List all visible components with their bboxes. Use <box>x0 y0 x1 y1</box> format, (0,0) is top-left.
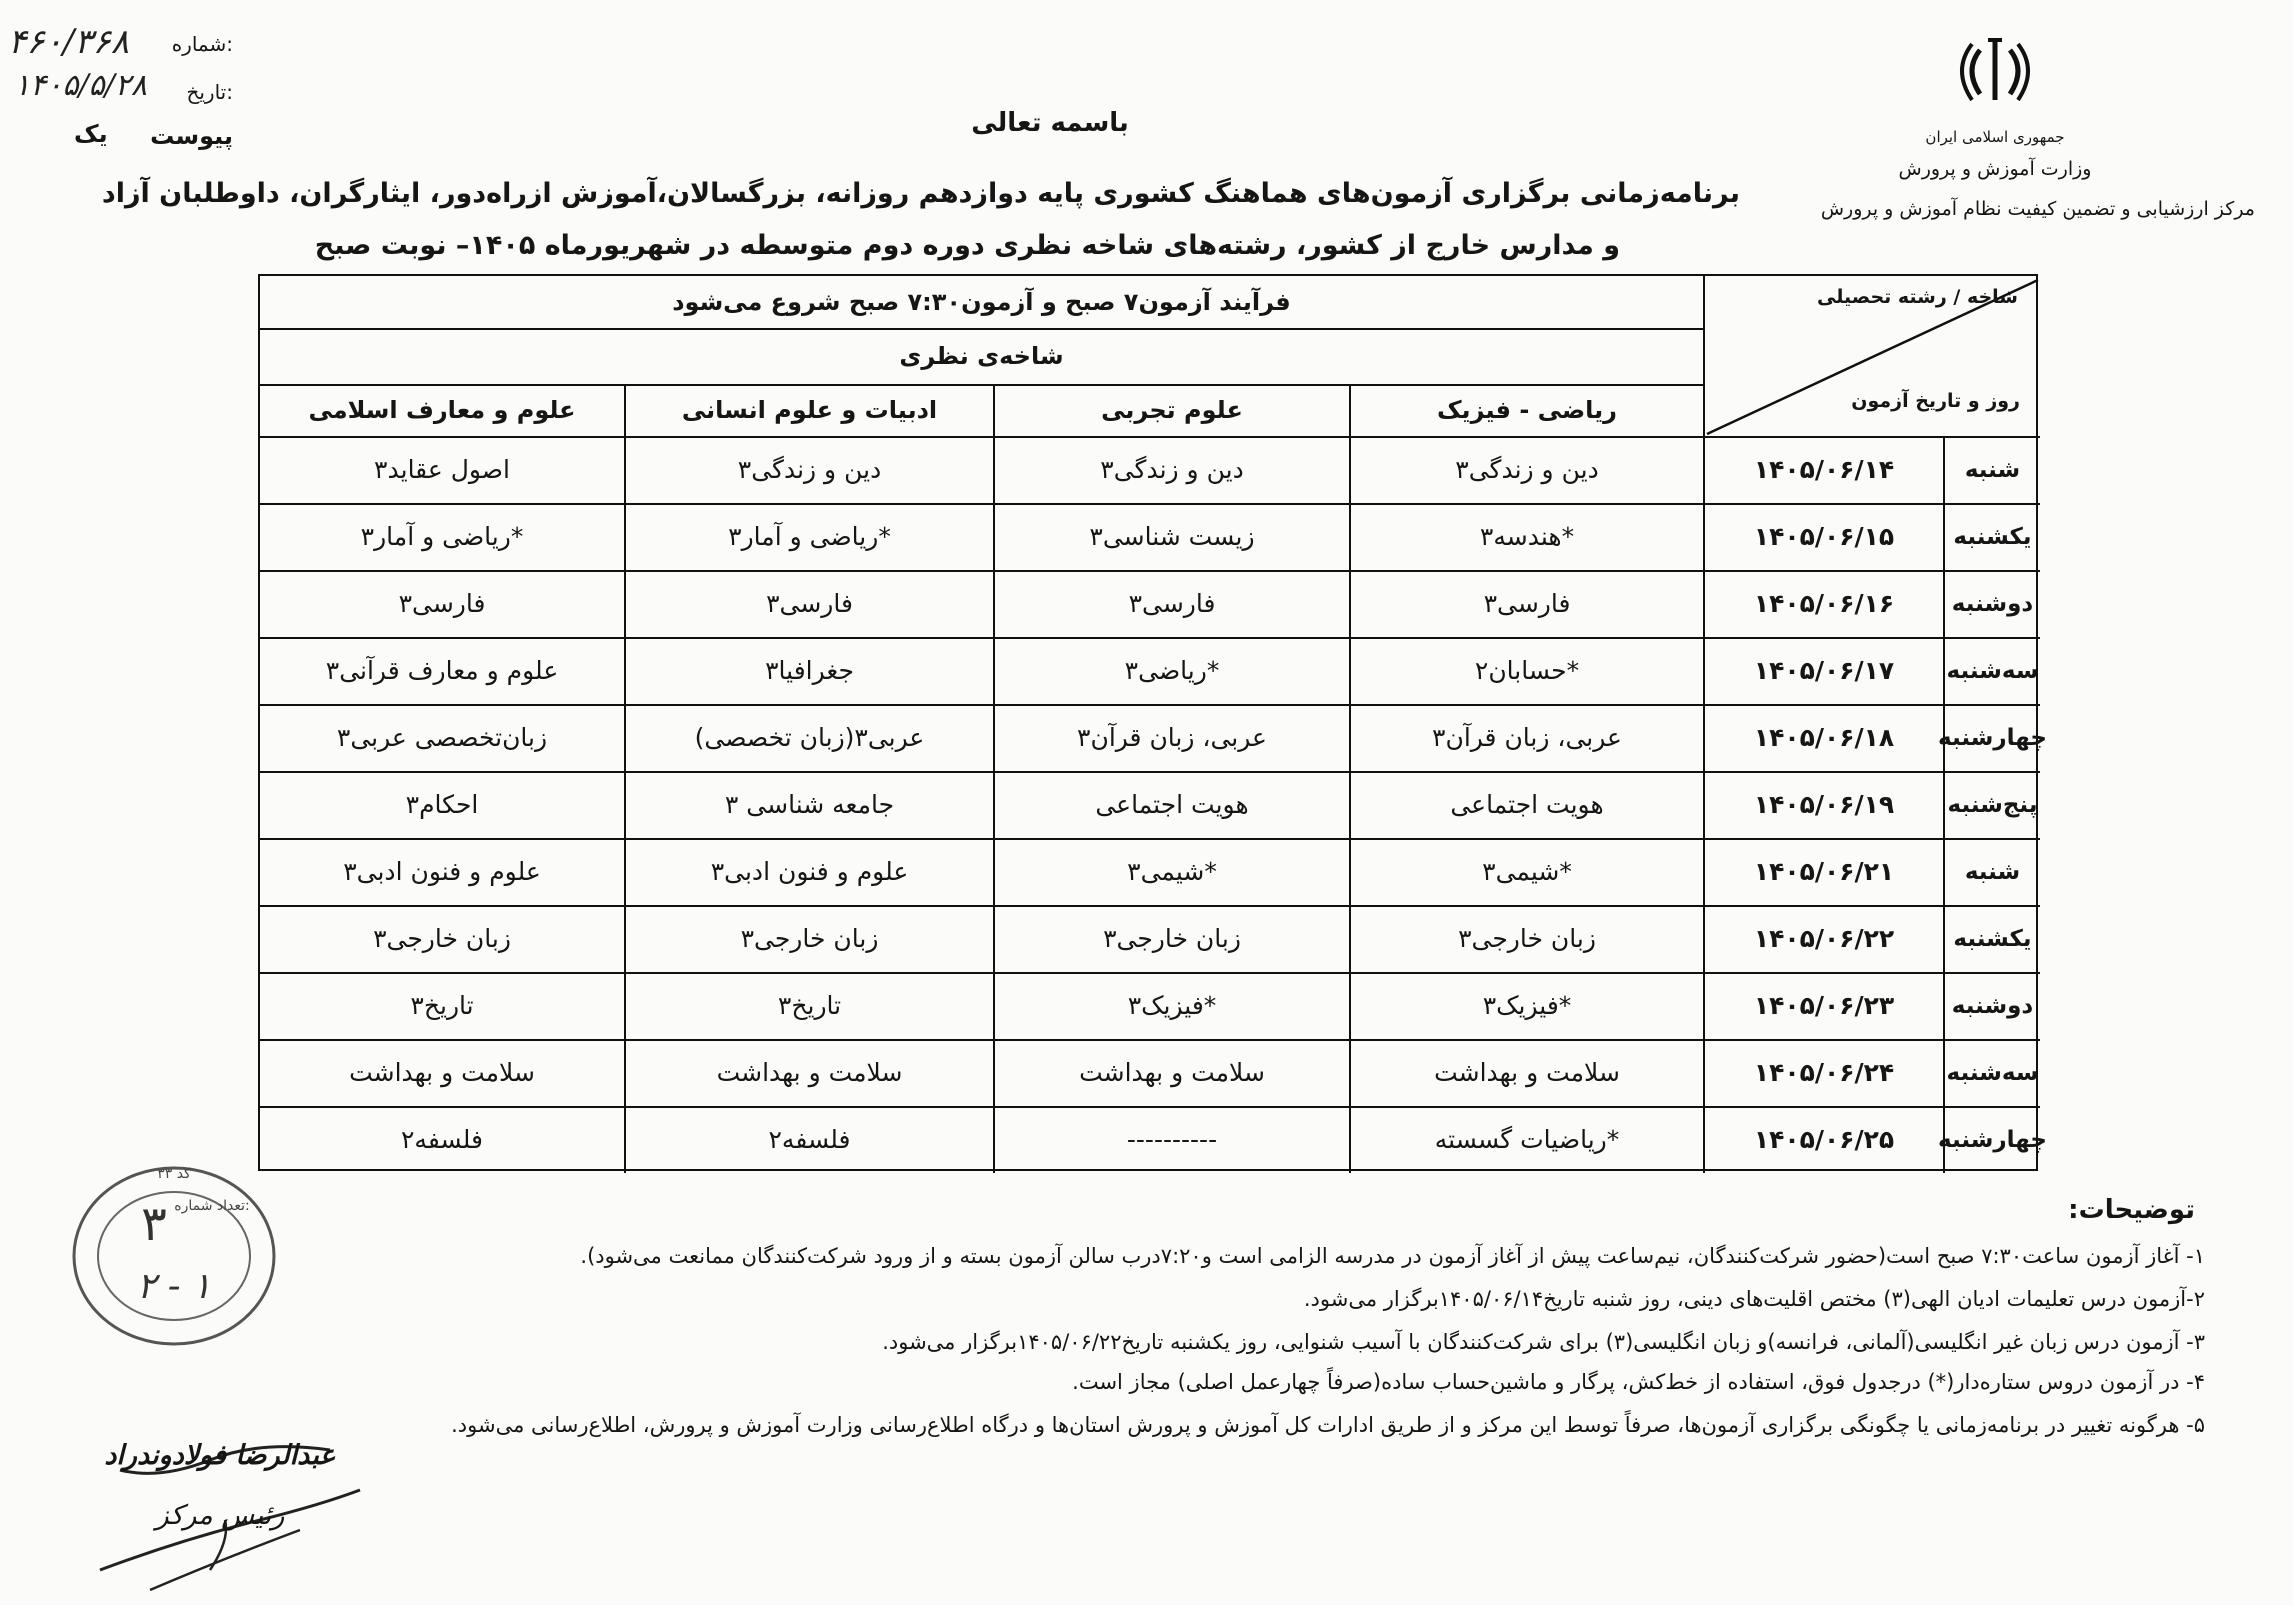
cell-experimental-sciences: هویت اجتماعی <box>1095 790 1249 819</box>
cell-humanities: سلامت و بهداشت <box>716 1058 903 1087</box>
branch-header: شاخه‌ی نظری <box>899 342 1064 370</box>
signer-title: رئیس مرکز <box>155 1500 285 1531</box>
cell-math-physics: سلامت و بهداشت <box>1434 1058 1620 1087</box>
cell-experimental-sciences: فیزیک۳* <box>1127 991 1217 1020</box>
row-day: دوشنبه <box>1951 590 2034 617</box>
cell-islamic-studies: سلامت و بهداشت <box>349 1058 535 1087</box>
row-day: شنبه <box>1964 456 2021 483</box>
row-date: ۱۴۰۵/۰۶/۱۷ <box>1753 656 1895 685</box>
cell-experimental-sciences: فارسی۳ <box>1128 589 1216 618</box>
column-header-experimental-sciences: علوم تجربی <box>1101 396 1243 424</box>
letter-meta <box>8 22 233 162</box>
cell-humanities: فارسی۳ <box>766 589 853 618</box>
row-date: ۱۴۰۵/۰۶/۲۲ <box>1753 924 1895 953</box>
cell-experimental-sciences: عربی، زبان قرآن۳ <box>1077 723 1267 752</box>
note-5: ۵- هرگونه تغییر در برنامه‌زمانی یا چگونگی برگزاری آزمون‌ها، صرفاً توسط این مرکز و از طریق ادارات کل آموزش و پرورش استان‌ها و درگاه اطلاع‌رسانی وزارت آموزش و پرورش، اطلاع‌رسانی می‌شود. <box>451 1413 2205 1437</box>
exam-schedule-table <box>258 274 2047 1171</box>
row-day: شنبه <box>1964 858 2021 885</box>
corner-top-label: شاخه / رشته تحصیلی <box>1816 286 2018 308</box>
cell-math-physics: دین و زندگی۳ <box>1455 455 1599 484</box>
stamp-code: کد ۳۳ <box>157 1166 191 1182</box>
cell-math-physics: حسابان۲* <box>1474 656 1580 685</box>
cell-humanities: جامعه شناسی ۳ <box>724 790 895 819</box>
cell-islamic-studies: فارسی۳ <box>398 589 486 618</box>
cell-math-physics: هندسه۳* <box>1479 522 1575 551</box>
row-date: ۱۴۰۵/۰۶/۱۴ <box>1753 455 1895 484</box>
cell-islamic-studies: زبان‌تخصصی عربی۳ <box>336 723 548 752</box>
cell-experimental-sciences: زبان خارجی۳ <box>1103 924 1241 953</box>
cell-islamic-studies: علوم و فنون ادبی۳ <box>343 857 541 886</box>
row-day: پنج‌شنبه <box>1947 791 2038 818</box>
page-title-line2: و مدارس خارج از کشور، رشته‌های شاخه نظری دوره دوم متوسطه در شهریورماه ۱۴۰۵– نوبت صبح <box>314 230 1620 261</box>
cell-math-physics: عربی، زبان قرآن۳ <box>1432 723 1622 752</box>
row-day: یکشنبه <box>1953 925 2032 952</box>
cell-math-physics: زبان خارجی۳ <box>1458 924 1596 953</box>
date-label: تاریخ: <box>186 80 233 104</box>
cell-experimental-sciences: شیمی۳* <box>1127 857 1217 886</box>
row-day: دوشنبه <box>1951 992 2034 1019</box>
country-name: جمهوری اسلامی ایران <box>1925 128 2065 146</box>
cell-humanities: فلسفه۲ <box>768 1125 851 1154</box>
cell-humanities: تاریخ۳ <box>777 991 842 1020</box>
stamp-label: تعداد شماره: <box>174 1198 250 1214</box>
cell-experimental-sciences: ریاضی۳* <box>1124 656 1220 685</box>
row-date: ۱۴۰۵/۰۶/۱۹ <box>1753 790 1895 819</box>
cell-humanities: ریاضی و آمار۳* <box>728 522 891 551</box>
cell-math-physics: فارسی۳ <box>1483 589 1571 618</box>
date-value: ۱۴۰۵/۵/۲۸ <box>14 68 148 103</box>
stamp-number: ۲ - ۱ <box>136 1266 212 1307</box>
note-1: ۱- آغاز آزمون ساعت۷:۳۰ صبح است(حضور شرکت‌کنندگان، نیم‌ساعت پیش از آغاز آزمون در مدرسه الزامی است و۷:۲۰درب سالن آزمون بسته و از ورود شرکت‌کنندگان ممانعت می‌شود). <box>580 1244 2205 1268</box>
process-note: فرآیند آزمون۷ صبح و آزمون۷:۳۰ صبح شروع می‌شود <box>672 288 1291 316</box>
cell-experimental-sciences: زیست شناسی۳ <box>1089 522 1255 551</box>
notes-title: توضیحات: <box>2068 1195 2195 1225</box>
corner-bottom-label: روز و تاریخ آزمون <box>1851 390 2020 412</box>
cell-islamic-studies: علوم و معارف قرآنی۳ <box>325 656 559 685</box>
cell-math-physics: هویت اجتماعی <box>1450 790 1604 819</box>
cell-experimental-sciences: ---------- <box>1126 1125 1218 1154</box>
row-date: ۱۴۰۵/۰۶/۱۵ <box>1753 522 1895 551</box>
cell-humanities: عربی۳(زبان تخصصی) <box>694 723 925 752</box>
page-title-line1: برنامه‌زمانی برگزاری آزمون‌های هماهنگ کشوری پایه دوازدهم روزانه، بزرگسالان،آموزش ازراه‌دور، ایثارگران، داوطلبان آزاد <box>101 178 1740 209</box>
row-day: چهارشنبه <box>1938 724 2047 751</box>
note-2: ۲-آزمون درس تعلیمات ادیان الهی(۳) مختص اقلیت‌های دینی، روز شنبه تاریخ۱۴۰۵/۰۶/۱۴برگزار می‌شود. <box>1303 1287 2205 1311</box>
cell-islamic-studies: ریاضی و آمار۳* <box>360 522 524 551</box>
cell-islamic-studies: احکام۳ <box>405 790 479 819</box>
center-name: مرکز ارزشیابی و تضمین کیفیت نظام آموزش و پرورش <box>1820 198 2255 220</box>
cell-islamic-studies: تاریخ۳ <box>410 991 474 1020</box>
cell-math-physics: ریاضیات گسسته* <box>1434 1125 1620 1154</box>
row-date: ۱۴۰۵/۰۶/۲۳ <box>1753 991 1895 1020</box>
row-day: سه‌شنبه <box>1946 1059 2039 1086</box>
attachment-value: یک <box>74 120 108 148</box>
row-day: چهارشنبه <box>1938 1126 2047 1153</box>
note-3: ۳- آزمون درس زبان غیر انگلیسی(آلمانی، فرانسه)و زبان انگلیسی(۳) برای شرکت‌کنندگان با آسیب شنوایی، روز یکشنبه تاریخ۱۴۰۵/۰۶/۲۲برگزار می‌شود. <box>882 1330 2205 1354</box>
iran-emblem-icon <box>1950 30 2040 110</box>
cell-humanities: علوم و فنون ادبی۳ <box>710 857 909 886</box>
row-day: سه‌شنبه <box>1946 657 2039 684</box>
cell-math-physics: شیمی۳* <box>1482 857 1572 886</box>
note-4: ۴- در آزمون دروس ستاره‌دار(*) درجدول فوق، استفاده از خط‌کش، پرگار و ماشین‌حساب ساده(صرفاً چهارعمل اصلی) مجاز است. <box>1072 1370 2205 1394</box>
row-date: ۱۴۰۵/۰۶/۱۸ <box>1753 723 1895 752</box>
row-date: ۱۴۰۵/۰۶/۲۱ <box>1753 857 1895 886</box>
cell-islamic-studies: فلسفه۲ <box>400 1125 484 1154</box>
signer-name: عبدالرضا فولادوند‌راد <box>104 1440 336 1471</box>
row-date: ۱۴۰۵/۰۶/۲۵ <box>1753 1125 1895 1154</box>
official-stamp-icon <box>62 1148 292 1358</box>
column-header-math-physics: ریاضی - فیزیک <box>1436 396 1617 424</box>
column-header-humanities: ادبیات و علوم انسانی <box>681 396 938 424</box>
cell-math-physics: فیزیک۳* <box>1482 991 1572 1020</box>
number-label: شماره: <box>171 32 233 56</box>
row-day: یکشنبه <box>1953 523 2032 550</box>
cell-islamic-studies: زبان خارجی۳ <box>373 924 511 953</box>
cell-experimental-sciences: سلامت و بهداشت <box>1079 1058 1265 1087</box>
basmala: باسمه تعالی <box>971 108 1129 138</box>
attachment-label: پیوست <box>150 122 233 150</box>
stamp-digit: ۳ <box>141 1196 167 1252</box>
column-header-islamic-studies: علوم و معارف اسلامی <box>308 396 576 424</box>
cell-islamic-studies: اصول عقاید۳ <box>374 455 510 484</box>
number-value: ۴۶۰/۳۶۸ <box>8 22 130 62</box>
cell-humanities: زبان خارجی۳ <box>740 924 879 953</box>
row-date: ۱۴۰۵/۰۶/۲۴ <box>1753 1058 1895 1087</box>
cell-experimental-sciences: دین و زندگی۳ <box>1100 455 1244 484</box>
cell-humanities: جغرافیا۳ <box>765 656 854 685</box>
cell-humanities: دین و زندگی۳ <box>737 455 882 484</box>
row-date: ۱۴۰۵/۰۶/۱۶ <box>1753 589 1895 618</box>
ministry-name: وزارت آموزش و پرورش <box>1898 158 2092 180</box>
